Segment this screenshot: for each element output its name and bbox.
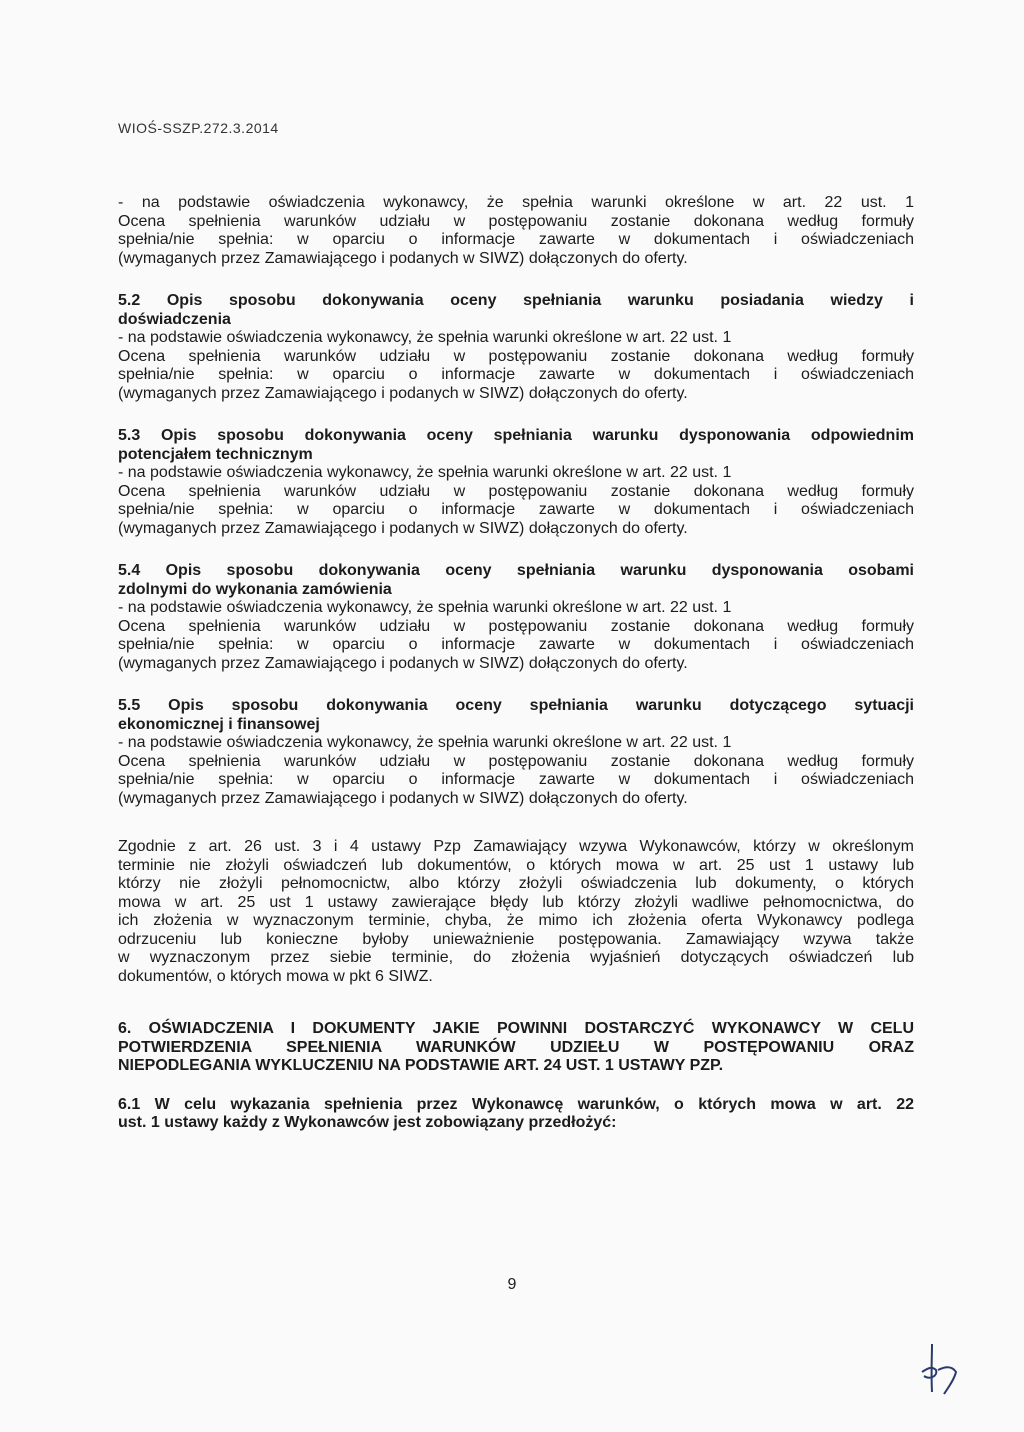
note-paragraph xyxy=(118,838,914,986)
text-line: odrzuceniu lub konieczne byłoby unieważnienie postępowania. Zamawiający wzywa także xyxy=(118,930,914,948)
section-5-3 xyxy=(118,427,914,538)
heading-line: ust. 1 ustawy każdy z Wykonawców jest zobowiązany przedłożyć: xyxy=(118,1114,617,1131)
section-6-1-heading xyxy=(118,1096,914,1133)
text-line: Ocena spełnienia warunków udziału w postępowaniu zostanie dokonana według formuły xyxy=(118,752,914,770)
text-line: (wymaganych przez Zamawiającego i podanych w SIWZ) dołączonych do oferty. xyxy=(118,384,688,402)
section-heading: ekonomicznej i finansowej xyxy=(118,715,320,733)
section-heading: 5.2 Opis sposobu dokonywania oceny spełniania warunku posiadania wiedzy i xyxy=(118,292,914,309)
text-line: - na podstawie oświadczenia wykonawcy, że spełnia warunki określone w art. 22 ust. 1 xyxy=(118,734,732,751)
text-line: (wymaganych przez Zamawiającego i podanych w SIWZ) dołączonych do oferty. xyxy=(118,519,688,537)
text-line: Ocena spełnienia warunków udziału w postępowaniu zostanie dokonana według formuły xyxy=(118,482,914,500)
document-body xyxy=(118,194,914,1133)
section-6-heading xyxy=(118,1020,914,1076)
text-line: mowa w art. 25 ust 1 ustawy zawierające błędy lub którzy złożyli wadliwe pełnomocnictwa, do xyxy=(118,893,914,911)
text-line: Ocena spełnienia warunków udziału w postępowaniu zostanie dokonana według formuły xyxy=(118,347,914,365)
text-line: terminie nie złożyli oświadczeń lub dokumentów, o których mowa w art. 25 ust 1 ustawy lub xyxy=(118,856,914,874)
section-5-4 xyxy=(118,562,914,673)
text-line: (wymaganych przez Zamawiającego i podanych w SIWZ) dołączonych do oferty. xyxy=(118,249,688,267)
text-line: spełnia/nie spełnia: w oparciu o informacje zawarte w dokumentach i oświadczeniach xyxy=(118,231,914,248)
page-number: 9 xyxy=(507,1276,517,1293)
text-line: ich złożenia w wyznaczonym terminie, chyba, że mimo ich złożenia oferta Wykonawcy podlega xyxy=(118,912,914,929)
text-line: - na podstawie oświadczenia wykonawcy, że spełnia warunki określone w art. 22 ust. 1 xyxy=(118,464,732,481)
section-heading: potencjałem technicznym xyxy=(118,445,313,463)
heading-line: NIEPODLEGANIA WYKLUCZENIU NA PODSTAWIE ART. 24 UST. 1 USTAWY PZP. xyxy=(118,1057,724,1074)
section-heading: 5.4 Opis sposobu dokonywania oceny spełniania warunku dysponowania osobami xyxy=(118,562,914,579)
document-reference: WIOŚ-SSZP.272.3.2014 xyxy=(118,120,279,136)
heading-line: 6.1 W celu wykazania spełnienia przez Wykonawcę warunków, o których mowa w art. 22 xyxy=(118,1095,914,1113)
section-5-5 xyxy=(118,697,914,808)
handwritten-initials xyxy=(918,1342,962,1398)
heading-line: 6. OŚWIADCZENIA I DOKUMENTY JAKIE POWINNI DOSTARCZYĆ WYKONAWCY W CELU xyxy=(118,1020,914,1037)
text-line: - na podstawie oświadczenia wykonawcy, że spełnia warunki określone w art. 22 ust. 1 xyxy=(118,329,732,346)
heading-line: POTWIERDZENIA SPEŁNIENIA WARUNKÓW UDZIEŁU W POSTĘPOWANIU ORAZ xyxy=(118,1038,914,1056)
text-line: spełnia/nie spełnia: w oparciu o informacje zawarte w dokumentach i oświadczeniach xyxy=(118,366,914,383)
section-heading: doświadczenia xyxy=(118,310,231,328)
intro-paragraph xyxy=(118,194,914,268)
text-line: spełnia/nie spełnia: w oparciu o informacje zawarte w dokumentach i oświadczeniach xyxy=(118,636,914,653)
text-line: (wymaganych przez Zamawiającego i podanych w SIWZ) dołączonych do oferty. xyxy=(118,789,688,807)
section-heading: 5.5 Opis sposobu dokonywania oceny spełniania warunku dotyczącego sytuacji xyxy=(118,697,914,714)
text-line: - na podstawie oświadczenia wykonawcy, że spełnia warunki określone w art. 22 ust. 1 xyxy=(118,599,732,616)
text-line: Ocena spełnienia warunków udziału w postępowaniu zostanie dokonana według formuły xyxy=(118,212,914,230)
text-line: Zgodnie z art. 26 ust. 3 i 4 ustawy Pzp Zamawiający wzywa Wykonawców, którzy w określonym xyxy=(118,838,914,855)
section-5-2 xyxy=(118,292,914,403)
section-heading: zdolnymi do wykonania zamówienia xyxy=(118,580,392,598)
text-line: - na podstawie oświadczenia wykonawcy, że spełnia warunki określone w art. 22 ust. 1 xyxy=(118,194,914,211)
text-line: dokumentów, o których mowa w pkt 6 SIWZ. xyxy=(118,967,433,985)
text-line: w wyznaczonym przez siebie terminie, do złożenia wyjaśnień dotyczących oświadczeń lub xyxy=(118,949,914,966)
text-line: Ocena spełnienia warunków udziału w postępowaniu zostanie dokonana według formuły xyxy=(118,617,914,635)
text-line: spełnia/nie spełnia: w oparciu o informacje zawarte w dokumentach i oświadczeniach xyxy=(118,771,914,788)
section-heading: 5.3 Opis sposobu dokonywania oceny spełniania warunku dysponowania odpowiednim xyxy=(118,427,914,444)
text-line: którzy nie złożyli pełnomocnictw, albo którzy złożyli oświadczenia lub dokumenty, o których xyxy=(118,875,914,892)
text-line: spełnia/nie spełnia: w oparciu o informacje zawarte w dokumentach i oświadczeniach xyxy=(118,501,914,518)
text-line: (wymaganych przez Zamawiającego i podanych w SIWZ) dołączonych do oferty. xyxy=(118,654,688,672)
